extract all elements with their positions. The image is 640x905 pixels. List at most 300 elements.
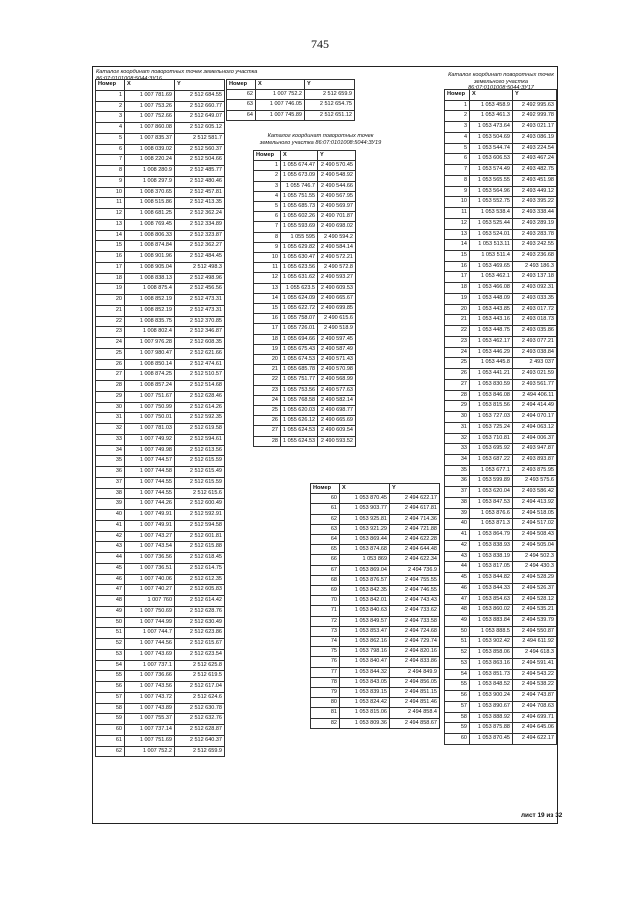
- x-coordinate-cell: 1 053 443.16: [470, 315, 513, 326]
- x-coordinate-cell: 1 055 626.12: [281, 416, 318, 426]
- point-number-cell: 59: [96, 714, 125, 725]
- point-number-cell: 15: [96, 241, 125, 252]
- x-coordinate-cell: 1 007 781.03: [125, 424, 175, 435]
- y-coordinate-cell: 2 494 858.67: [390, 718, 440, 728]
- point-number-cell: 21: [254, 365, 281, 375]
- table-row: [96, 596, 225, 607]
- point-number-cell: 3: [445, 122, 470, 133]
- table-row: [96, 370, 225, 381]
- y-coordinate-cell: 2 494 528.29: [513, 573, 557, 584]
- table-row: [96, 241, 225, 252]
- table-row: [445, 648, 557, 659]
- y-coordinate-cell: 2 494 508.43: [513, 530, 557, 541]
- y-coordinate-cell: 2 512 362.24: [175, 209, 225, 220]
- table-row: [96, 295, 225, 306]
- table-row: [311, 616, 440, 626]
- table-row: [96, 166, 225, 177]
- y-coordinate-cell: 2 494 644.48: [390, 545, 440, 555]
- point-number-cell: 12: [445, 218, 470, 229]
- y-coordinate-cell: 2 512 632.76: [175, 714, 225, 725]
- table-header-row: [96, 80, 225, 91]
- y-coordinate-cell: 2 512 594.58: [175, 520, 225, 531]
- coords-table-zu16: [95, 79, 225, 757]
- y-coordinate-cell: 2 494 611.92: [513, 637, 557, 648]
- y-coordinate-cell: 2 494 645.06: [513, 723, 557, 734]
- point-number-cell: 65: [311, 545, 340, 555]
- point-number-cell: 28: [96, 381, 125, 392]
- x-coordinate-cell: 1 053 902.42: [470, 637, 513, 648]
- point-number-cell: 48: [96, 596, 125, 607]
- point-number-cell: 23: [96, 327, 125, 338]
- y-coordinate-cell: 2 512 370.85: [175, 316, 225, 327]
- point-number-cell: 2: [254, 171, 281, 181]
- table-row: [445, 573, 557, 584]
- point-number-cell: 32: [445, 433, 470, 444]
- table-row: [311, 698, 440, 708]
- x-coordinate-cell: 1 007 751.69: [125, 735, 175, 746]
- x-coordinate-cell: 1 053 844.32: [340, 667, 390, 677]
- table-row: [96, 671, 225, 682]
- y-coordinate-cell: 2 512 659.9: [175, 746, 225, 757]
- table-row: [445, 433, 557, 444]
- table-row: [96, 434, 225, 445]
- point-number-cell: 36: [445, 476, 470, 487]
- point-number-cell: 4: [445, 132, 470, 143]
- table-header-row: [254, 151, 356, 161]
- point-number-cell: 36: [96, 467, 125, 478]
- point-number-cell: 68: [311, 575, 340, 585]
- table-row: [254, 242, 356, 252]
- x-coordinate-cell: 1 053 830.59: [470, 379, 513, 390]
- table-row: [96, 359, 225, 370]
- y-coordinate-cell: 2 494 714.36: [390, 514, 440, 524]
- table-row: [254, 191, 356, 201]
- x-coordinate-cell: 1 055 631.62: [281, 273, 318, 283]
- y-coordinate-cell: 2 493 021.59: [513, 369, 557, 380]
- table-row: [96, 284, 225, 295]
- x-coordinate-cell: 1 055 593.69: [281, 222, 318, 232]
- y-coordinate-cell: 2 490 568.99: [318, 375, 356, 385]
- x-coordinate-cell: 1 053 842.01: [340, 596, 390, 606]
- x-coordinate-cell: 1 053 446.29: [470, 347, 513, 358]
- y-coordinate-cell: 2 512 615.88: [175, 542, 225, 553]
- table-row: [445, 530, 557, 541]
- y-coordinate-cell: 2 493 482.75: [513, 165, 557, 176]
- table-row: [311, 494, 440, 504]
- y-coordinate-cell: 2 512 660.77: [175, 101, 225, 112]
- point-number-cell: 44: [96, 553, 125, 564]
- point-number-cell: 29: [445, 401, 470, 412]
- y-coordinate-cell: 2 494 528.12: [513, 594, 557, 605]
- header-y: Y: [390, 484, 440, 494]
- y-coordinate-cell: 2 494 517.02: [513, 519, 557, 530]
- table-row: [254, 436, 356, 446]
- table-row: [96, 252, 225, 263]
- x-coordinate-cell: 1 007 746.05: [256, 100, 305, 110]
- table-row: [254, 181, 356, 191]
- point-number-cell: 14: [254, 293, 281, 303]
- table-row: [445, 412, 557, 423]
- caption-zu17: Каталог координат поворотных точек земельного участка 86:07:0101008:5044:ЗУ17: [448, 72, 554, 92]
- y-coordinate-cell: 2 512 649.07: [175, 112, 225, 123]
- table-row: [445, 165, 557, 176]
- x-coordinate-cell: 1 055 623.56: [281, 263, 318, 273]
- x-coordinate-cell: 1 008 838.13: [125, 273, 175, 284]
- y-coordinate-cell: 2 512 514.68: [175, 381, 225, 392]
- table-row: [96, 209, 225, 220]
- point-number-cell: 5: [96, 133, 125, 144]
- x-coordinate-cell: 1 053 900.24: [470, 691, 513, 702]
- point-number-cell: 18: [445, 283, 470, 294]
- point-number-cell: 26: [254, 416, 281, 426]
- point-number-cell: 30: [96, 402, 125, 413]
- table-row: [445, 358, 557, 369]
- point-number-cell: 80: [311, 698, 340, 708]
- y-coordinate-cell: 2 512 605.83: [175, 585, 225, 596]
- y-coordinate-cell: 2 494 006.37: [513, 433, 557, 444]
- table-row: [96, 488, 225, 499]
- x-coordinate-cell: 1 053 443.85: [470, 304, 513, 315]
- point-number-cell: 27: [254, 426, 281, 436]
- y-coordinate-cell: 2 494 502.3: [513, 551, 557, 562]
- table-row: [96, 327, 225, 338]
- x-coordinate-cell: 1 007 736.66: [125, 671, 175, 682]
- x-coordinate-cell: 1 053 853.47: [340, 626, 390, 636]
- y-coordinate-cell: 2 493 224.54: [513, 143, 557, 154]
- y-coordinate-cell: 2 494 063.12: [513, 422, 557, 433]
- x-coordinate-cell: 1 053 869.04: [340, 565, 390, 575]
- x-coordinate-cell: 1 055 622.72: [281, 304, 318, 314]
- x-coordinate-cell: 1 053 921.29: [340, 524, 390, 534]
- y-coordinate-cell: 2 512 510.57: [175, 370, 225, 381]
- table-header-row: [445, 90, 557, 101]
- x-coordinate-cell: 1 007 743.54: [125, 542, 175, 553]
- x-coordinate-cell: 1 053 824.42: [340, 698, 390, 708]
- point-number-cell: 11: [445, 208, 470, 219]
- table-row: [445, 369, 557, 380]
- table-row: [96, 682, 225, 693]
- table-row: [96, 660, 225, 671]
- table-row: [311, 647, 440, 657]
- x-coordinate-cell: 1 008 875.4: [125, 284, 175, 295]
- point-number-cell: 37: [96, 477, 125, 488]
- point-number-cell: 38: [96, 488, 125, 499]
- x-coordinate-cell: 1 008 039.02: [125, 144, 175, 155]
- table-row: [445, 680, 557, 691]
- point-number-cell: 35: [96, 456, 125, 467]
- y-coordinate-cell: 2 493 086.19: [513, 132, 557, 143]
- y-coordinate-cell: 2 512 628.76: [175, 606, 225, 617]
- point-number-cell: 6: [445, 154, 470, 165]
- table-row: [311, 606, 440, 616]
- y-coordinate-cell: 2 493 017.72: [513, 304, 557, 315]
- table-row: [254, 416, 356, 426]
- header-x: X: [256, 80, 305, 90]
- point-number-cell: 23: [254, 385, 281, 395]
- x-coordinate-cell: 1 007 744.56: [125, 639, 175, 650]
- point-number-cell: 25: [96, 348, 125, 359]
- table-row: [96, 262, 225, 273]
- table-row: [311, 514, 440, 524]
- table-row: [227, 90, 355, 100]
- y-coordinate-cell: 2 494 413.92: [513, 497, 557, 508]
- x-coordinate-cell: 1 055 620.03: [281, 406, 318, 416]
- x-coordinate-cell: 1 055 751.55: [281, 191, 318, 201]
- x-coordinate-cell: 1 008 852.19: [125, 305, 175, 316]
- point-number-cell: 41: [96, 520, 125, 531]
- point-number-cell: 72: [311, 616, 340, 626]
- x-coordinate-cell: 1 053 903.77: [340, 504, 390, 514]
- y-coordinate-cell: 2 494 755.55: [390, 575, 440, 585]
- x-coordinate-cell: 1 053 847.53: [470, 497, 513, 508]
- y-coordinate-cell: 2 490 548.92: [318, 171, 356, 181]
- point-number-cell: 45: [445, 573, 470, 584]
- table-row: [445, 444, 557, 455]
- point-number-cell: 5: [254, 202, 281, 212]
- x-coordinate-cell: 1 053 469.65: [470, 261, 513, 272]
- table-row: [96, 133, 225, 144]
- x-coordinate-cell: 1 053 448.75: [470, 326, 513, 337]
- y-coordinate-cell: 2 512 474.61: [175, 359, 225, 370]
- table-row: [96, 585, 225, 596]
- point-number-cell: 16: [254, 314, 281, 324]
- point-number-cell: 39: [445, 508, 470, 519]
- y-coordinate-cell: 2 494 617.81: [390, 504, 440, 514]
- y-coordinate-cell: 2 494 406.11: [513, 390, 557, 401]
- table-row: [445, 272, 557, 283]
- y-coordinate-cell: 2 494 518.05: [513, 508, 557, 519]
- point-number-cell: 28: [445, 390, 470, 401]
- point-number-cell: 37: [445, 487, 470, 498]
- x-coordinate-cell: 1 007 744.55: [125, 477, 175, 488]
- table-row: [445, 562, 557, 573]
- y-coordinate-cell: 2 512 651.12: [305, 110, 355, 120]
- x-coordinate-cell: 1 007 750.99: [125, 402, 175, 413]
- point-number-cell: 53: [96, 649, 125, 660]
- y-coordinate-cell: 2 512 623.86: [175, 628, 225, 639]
- table-row: [96, 144, 225, 155]
- x-coordinate-cell: 1 055 758.07: [281, 314, 318, 324]
- table-row: [311, 708, 440, 718]
- point-number-cell: 6: [254, 212, 281, 222]
- point-number-cell: 60: [96, 725, 125, 736]
- point-number-cell: 14: [445, 240, 470, 251]
- table-row: [445, 422, 557, 433]
- x-coordinate-cell: 1 007 835.37: [125, 133, 175, 144]
- point-number-cell: 50: [96, 617, 125, 628]
- point-number-cell: 39: [96, 499, 125, 510]
- x-coordinate-cell: 1 053 725.24: [470, 422, 513, 433]
- table-row: [96, 413, 225, 424]
- x-coordinate-cell: 1 008 857.24: [125, 381, 175, 392]
- point-number-cell: 57: [96, 692, 125, 703]
- point-number-cell: 21: [445, 315, 470, 326]
- table-row: [96, 692, 225, 703]
- x-coordinate-cell: 1 007 744.58: [125, 467, 175, 478]
- point-number-cell: 25: [445, 358, 470, 369]
- y-coordinate-cell: 2 493 092.31: [513, 283, 557, 294]
- y-coordinate-cell: 2 494 535.21: [513, 605, 557, 616]
- x-coordinate-cell: 1 055 685.78: [281, 365, 318, 375]
- point-number-cell: 20: [96, 295, 125, 306]
- header-x: X: [340, 484, 390, 494]
- point-number-cell: 51: [96, 628, 125, 639]
- y-coordinate-cell: 2 490 597.45: [318, 334, 356, 344]
- point-number-cell: 1: [254, 161, 281, 171]
- y-coordinate-cell: 2 490 615.6: [318, 314, 356, 324]
- point-number-cell: 54: [96, 660, 125, 671]
- header-x: X: [470, 90, 513, 101]
- point-number-cell: 10: [254, 253, 281, 263]
- point-number-cell: 81: [311, 708, 340, 718]
- point-number-cell: 46: [96, 574, 125, 585]
- x-coordinate-cell: 1 008 835.75: [125, 316, 175, 327]
- point-number-cell: 31: [445, 422, 470, 433]
- y-coordinate-cell: 2 512 605.12: [175, 123, 225, 134]
- y-coordinate-cell: 2 494 539.79: [513, 615, 557, 626]
- table-row: [445, 111, 557, 122]
- table-row: [254, 222, 356, 232]
- point-number-cell: 41: [445, 530, 470, 541]
- point-number-cell: 70: [311, 596, 340, 606]
- point-number-cell: 34: [445, 454, 470, 465]
- y-coordinate-cell: 2 490 577.63: [318, 385, 356, 395]
- y-coordinate-cell: 2 512 659.9: [305, 90, 355, 100]
- point-number-cell: 3: [254, 181, 281, 191]
- y-coordinate-cell: 2 492 999.78: [513, 111, 557, 122]
- x-coordinate-cell: 1 053 870.45: [340, 494, 390, 504]
- table-row: [445, 218, 557, 229]
- table-row: [254, 365, 356, 375]
- table-row: [96, 714, 225, 725]
- point-number-cell: 23: [445, 336, 470, 347]
- point-number-cell: 75: [311, 647, 340, 657]
- x-coordinate-cell: 1 055 674.53: [281, 355, 318, 365]
- y-coordinate-cell: 2 512 612.35: [175, 574, 225, 585]
- table-row: [227, 110, 355, 120]
- point-number-cell: 62: [96, 746, 125, 757]
- header-number: Номер: [227, 80, 256, 90]
- point-number-cell: 42: [96, 531, 125, 542]
- point-number-cell: 24: [96, 338, 125, 349]
- table-row: [445, 691, 557, 702]
- point-number-cell: 8: [254, 232, 281, 242]
- point-number-cell: 15: [445, 251, 470, 262]
- caption-zu19: Каталог координат поворотных точек земельного участка 86:07:0101008:5044:ЗУ19: [259, 133, 382, 146]
- y-coordinate-cell: 2 512 504.66: [175, 155, 225, 166]
- table-row: [96, 563, 225, 574]
- point-number-cell: 22: [96, 316, 125, 327]
- y-coordinate-cell: 2 494 070.17: [513, 412, 557, 423]
- y-coordinate-cell: 2 490 572.8: [318, 263, 356, 273]
- x-coordinate-cell: 1 008 280.9: [125, 166, 175, 177]
- table-row: [445, 637, 557, 648]
- point-number-cell: 15: [254, 304, 281, 314]
- table-row: [311, 575, 440, 585]
- point-number-cell: 40: [96, 510, 125, 521]
- y-coordinate-cell: 2 512 581.7: [175, 133, 225, 144]
- point-number-cell: 4: [96, 123, 125, 134]
- x-coordinate-cell: 1 007 740.27: [125, 585, 175, 596]
- table-header-row: [227, 80, 355, 90]
- point-number-cell: 22: [254, 375, 281, 385]
- table-row: [254, 314, 356, 324]
- point-number-cell: 56: [96, 682, 125, 693]
- x-coordinate-cell: 1 007 750.01: [125, 413, 175, 424]
- point-number-cell: 67: [311, 565, 340, 575]
- table-row: [445, 132, 557, 143]
- y-coordinate-cell: 2 490 570.45: [318, 161, 356, 171]
- y-coordinate-cell: 2 493 236.68: [513, 251, 557, 262]
- y-coordinate-cell: 2 492 995.63: [513, 100, 557, 111]
- y-coordinate-cell: 2 512 614.75: [175, 563, 225, 574]
- table-row: [445, 401, 557, 412]
- point-number-cell: 33: [445, 444, 470, 455]
- page-number: 745: [311, 37, 329, 51]
- table-row: [445, 465, 557, 476]
- table-row: [445, 336, 557, 347]
- table-row: [96, 123, 225, 134]
- table-row: [96, 520, 225, 531]
- point-number-cell: 13: [254, 283, 281, 293]
- x-coordinate-cell: 1 053 864.79: [470, 530, 513, 541]
- x-coordinate-cell: 1 008 370.65: [125, 187, 175, 198]
- table-row: [254, 293, 356, 303]
- table-row: [445, 315, 557, 326]
- table-row: [445, 154, 557, 165]
- y-coordinate-cell: 2 490 665.67: [318, 293, 356, 303]
- point-number-cell: 26: [445, 369, 470, 380]
- x-coordinate-cell: 1 053 552.75: [470, 197, 513, 208]
- table-row: [96, 542, 225, 553]
- x-coordinate-cell: 1 007 736.56: [125, 553, 175, 564]
- y-coordinate-cell: 2 512 601.81: [175, 531, 225, 542]
- y-coordinate-cell: 2 494 833.86: [390, 657, 440, 667]
- point-number-cell: 59: [445, 723, 470, 734]
- point-number-cell: 58: [96, 703, 125, 714]
- x-coordinate-cell: 1 007 749.98: [125, 445, 175, 456]
- table-row: [445, 100, 557, 111]
- point-number-cell: 24: [254, 395, 281, 405]
- x-coordinate-cell: 1 053 838.19: [470, 551, 513, 562]
- y-coordinate-cell: 2 490 698.77: [318, 406, 356, 416]
- y-coordinate-cell: 2 493 018.73: [513, 315, 557, 326]
- table-row: [445, 261, 557, 272]
- point-number-cell: 60: [311, 494, 340, 504]
- table-row: [445, 615, 557, 626]
- table-row: [254, 212, 356, 222]
- x-coordinate-cell: 1 007 753.26: [125, 101, 175, 112]
- y-coordinate-cell: 2 512 485.77: [175, 166, 225, 177]
- table-row: [445, 454, 557, 465]
- y-coordinate-cell: 2 493 338.44: [513, 208, 557, 219]
- x-coordinate-cell: 1 008 769.45: [125, 219, 175, 230]
- point-number-cell: 16: [96, 252, 125, 263]
- y-coordinate-cell: 2 494 505.04: [513, 540, 557, 551]
- point-number-cell: 44: [445, 562, 470, 573]
- point-number-cell: 64: [227, 110, 256, 120]
- point-number-cell: 18: [254, 334, 281, 344]
- table-row: [254, 426, 356, 436]
- table-row: [311, 667, 440, 677]
- coords-table-zu19: [253, 150, 356, 447]
- x-coordinate-cell: 1 053 888.92: [470, 712, 513, 723]
- x-coordinate-cell: 1 053 871.3: [470, 519, 513, 530]
- table-row: [311, 555, 440, 565]
- table-row: [96, 456, 225, 467]
- table-row: [96, 391, 225, 402]
- table-row: [445, 208, 557, 219]
